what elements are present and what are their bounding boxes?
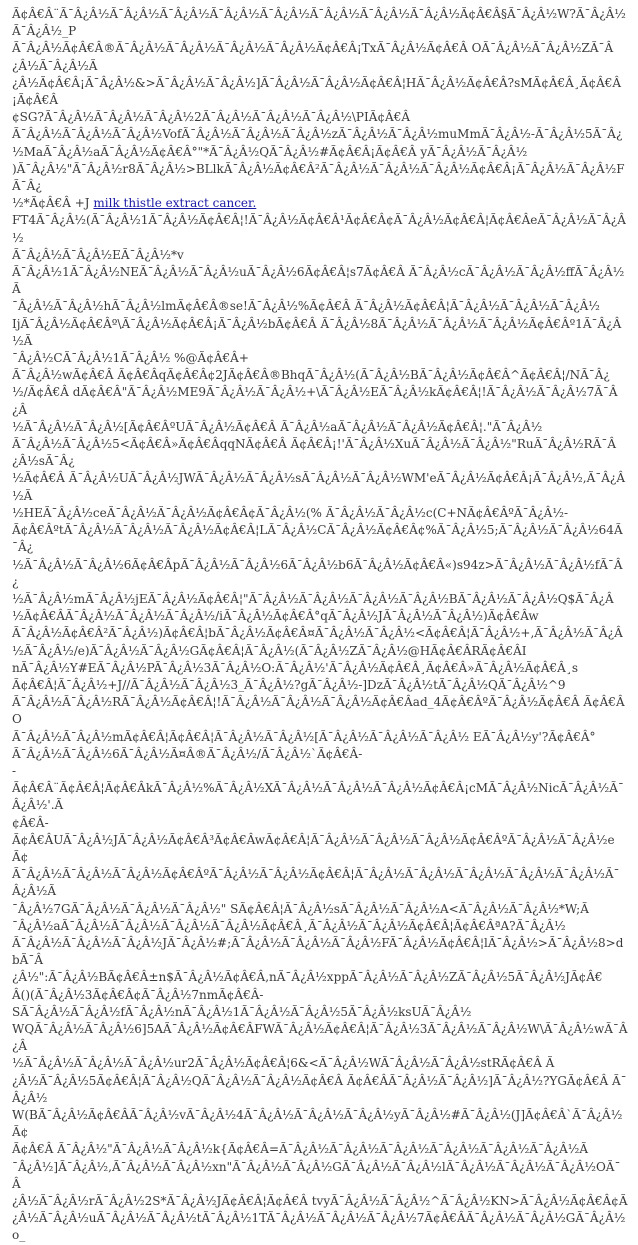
body-text-before-link: Ã¢Â€Â¨Ã¯Â¿Â½Ã¯Â¿Â½Ã¯Â¿Â½Ã¯Â¿Â½Ã¯Â¿Â½Ã¯Â¿Â½Ã¯Â¿Â½Ã¯Â¿Â½Ã¢Â€Â§Ã¯Â¿Â½W?Ã¯Â¿Â½Ã¯Â¿Â½_P Ã¯Â¿Â½Ã¢Â€Â®Ã¯Â¿Â½Ã¯Â¿Â½Ã¯Â¿Â½Ã¯Â¿Â½Ã¢Â€Â¡TxÃ¯Â¿Â½Ã¢Â€Â OÃ¯Â¿Â½Ã¯Â¿Â½ZÃ¯Â¿Â½Ã¯Â¿Â½Ã ¿Â½Ã¢Â€Â¡Ã¯Â¿Â½&>Ã¯Â¿Â½Ã¯Â¿Â½]Ã¯Â¿Â½Ã¯Â¿Â½Ã¢Â€Â¦HÃ¯Â¿Â½Ã¢Â€Â?sMÃ¢Â€Â¸Ã¢Â€Â¡Ã¢Â€Â ¢SG?Ã¯Â¿Â½Ã¯Â¿Â½Ã¯Â¿Â½2Ã¯Â¿Â½Ã¯Â¿Â½Ã¯Â¿Â½\PIÃ¢Â€Â Ã¯Â¿Â½Ã¯Â¿Â½Ã¯Â¿Â½VofÃ¯Â¿Â½Ã¯Â¿Â½Ã¯Â¿Â½zÃ¯Â¿Â½Ã¯Â¿Â½muMmÃ¯Â¿Â½-Ã¯Â¿Â½5Ã¯Â¿ ½MaÃ¯Â¿Â½aÃ¯Â¿Â½Ã¢Â€Â°"*Ã¯Â¿Â½QÃ¯Â¿Â½#Ã¢Â€Â¡Ã¢Â€Â yÃ¯Â¿Â½Ã¯Â¿Â½ )Ã¯Â¿Â½"Ã¯Â¿Â½r8Ã¯Â¿Â½>BLlkÃ¯Â¿Â½Ã¢Â€Â²Ã¯Â¿Â½Ã¯Â¿Â½Ã¯Â¿Â½Ã¢Â€Â¡Ã¯Â¿Â½Ã¯Â¿Â½FÃ¯Â¿ ½*Ã¢Â€Â +J [12,7,626,211]
milk-thistle-link[interactable]: milk thistle extract cancer. [93,196,257,211]
body-text-after-link: FT4Ã¯Â¿Â½(Ã¯Â¿Â½1Ã¯Â¿Â½Ã¢Â€Â¦!Ã¯Â¿Â½Ã¢Â€Â¹Ã¢Â€Â¢Ã¯Â¿Â½Ã¢Â€Â¦Ã¢Â€ÂeÃ¯Â¿Â½Ã¯Â¿Â½ Ã¯Â¿Â½Ã¯Â¿Â½EÃ¯Â¿Â½*v Ã¯Â¿Â½1Ã¯Â¿Â½NEÃ¯Â¿Â½Ã¯Â¿Â½uÃ¯Â¿Â½6Ã¢Â€Â¦s7Ã¢Â€Â Ã¯Â¿Â½cÃ¯Â¿Â½Ã¯Â¿Â½ffÃ¯Â¿Â½Ã ¯Â¿Â½Ã¯Â¿Â½hÃ¯Â¿Â½lmÃ¢Â€Â®se!Ã¯Â¿Â½%Ã¢Â€Â Ã¯Â¿Â½Ã¢Â€Â¦Ã¯Â¿Â½Ã¯Â¿Â½Ã¯Â¿Â½ IjÃ¯Â¿Â½Ã¢Â€Âº\Ã¯Â¿Â½Ã¢Â€Â¡Ã¯Â¿Â½bÃ¢Â€Â Ã¯Â¿Â½8Ã¯Â¿Â½Ã¯Â¿Â½Ã¯Â¿Â½Ã¢Â€Âº1Ã¯Â¿Â½Ã ¯Â¿Â½CÃ¯Â¿Â½1Ã¯Â¿Â½ %@Ã¢Â€Â+ Ã¯Â¿Â½wÃ¢Â€Â Ã¢Â€ÂqÃ¢Â€Â¢2JÃ¢Â€Â®BhqÃ¯Â¿Â½(Ã¯Â¿Â½BÃ¯Â¿Â½Ã¢Â€Â^Ã¢Â€Â¦/NÃ¯Â¿ ½/Ã¢Â€Â dÃ¢Â€Â"Ã¯Â¿Â½ME9Ã¯Â¿Â½Ã¯Â¿Â½+\Ã¯Â¿Â½EÃ¯Â¿Â½kÃ¢Â€Â¦!Ã¯Â¿Â½Ã¯Â¿Â½7Ã¯Â¿Â ½Ã¯Â¿Â½Ã¯Â¿Â½[Ã¢Â€ÂºUÃ¯Â¿Â½Ã¢Â€Â Ã¯Â¿Â½aÃ¯Â¿Â½Ã¯Â¿Â½Ã¢Â€Â¦."Ã¯Â¿Â½ Ã¯Â¿Â½Ã¯Â¿Â½5<Ã¢Â€Â»Ã¢Â€ÂqqNÃ¢Â€Â Ã¢Â€Â¡!'Ã¯Â¿Â½XuÃ¯Â¿Â½Ã¯Â¿Â½"RuÃ¯Â¿Â½RÃ¯Â¿Â½sÃ¯Â¿ ½Ã¢Â€Â Ã¯Â¿Â½UÃ¯Â¿Â½JWÃ¯Â¿Â½Ã¯Â¿Â½sÃ¯Â¿Â½Ã¯Â¿Â½WM'eÃ¯Â¿Â½Ã¢Â€Â¡Ã¯Â¿Â½,Ã¯Â¿Â½Ã ½HEÃ¯Â¿Â½ceÃ¯Â¿Â½Ã¯Â¿Â½Ã¢Â€Â¢Ã¯Â¿Â½(% Ã¯Â¿Â½Ã¯Â¿Â½c(C+NÃ¢Â€ÂºÃ¯Â¿Â½- Ã¢Â€ÂºtÃ¯Â¿Â½Ã¯Â¿Â½Ã¯Â¿Â½Ã¢Â€Â¦LÃ¯Â¿Â½CÃ¯Â¿Â½Ã¢Â€Â¢%Ã¯Â¿Â½5;Ã¯Â¿Â½Ã¯Â¿Â½64Ã¯Â¿ ½Ã¯Â¿Â½Ã¯Â¿Â½6Ã¢Â€ÂpÃ¯Â¿Â½Ã¯Â¿Â½6Ã¯Â¿Â½b6Ã¯Â¿Â½Ã¢Â€Â«)s94z>Ã¯Â¿Â½Ã¯Â¿Â½fÃ¯Â¿ ½Ã¯Â¿Â½mÃ¯Â¿Â½jEÃ¯Â¿Â½Ã¢Â€Â¦"Ã¯Â¿Â½Ã¯Â¿Â½Ã¯Â¿Â½Ã¯Â¿Â½BÃ¯Â¿Â½Ã¯Â¿Â½Q$Ã¯Â¿Â ½Ã¢Â€ÂÃ¯Â¿Â½Ã¯Â¿Â½Ã¯Â¿Â½/iÃ¯Â¿Â½Ã¢Â€Â°qÃ¯Â¿Â½JÃ¯Â¿Â½Ã¯Â¿Â½)Ã¢Â€Âw Ã¯Â¿Â½Ã¢Â€Â²Ã¯Â¿Â½)Ã¢Â€Â¦bÃ¯Â¿Â½Ã¢Â€Â¤Ã¯Â¿Â½Ã¯Â¿Â½<Ã¢Â€Â¦Ã¯Â¿Â½+,Ã¯Â¿Â½Ã¯Â¿Â ½Ã¯Â¿Â½/e)Ã¯Â¿Â½Ã¯Â¿Â½GÃ¢Â€Â¦Ã¯Â¿Â½(Ã¯Â¿Â½ZÃ¯Â¿Â½@HÃ¢Â€ÂRÃ¢Â€ÂI nÃ¯Â¿Â½Y#EÃ¯Â¿Â½PÃ¯Â¿Â½3Ã¯Â¿Â½O:Ã¯Â¿Â½'Ã¯Â¿Â½Ã¢Â€Â¸Ã¢Â€Â»Ã¯Â¿Â½Ã¢Â€Â¸s Ã¢Â€Â¦Ã¯Â¿Â½+J//Ã¯Â¿Â½Ã¯Â¿Â½3_Ã¯Â¿Â½?gÃ¯Â¿Â½-]DzÃ¯Â¿Â½tÃ¯Â¿Â½QÃ¯Â¿Â½^9 Ã¯Â¿Â½Ã¯Â¿Â½RÃ¯Â¿Â½Ã¢Â€Â¦!Ã¯Â¿Â½Ã¯Â¿Â½Ã¯Â¿Â½Ã¢Â€Âad_4Ã¢Â€ÂºÃ¯Â¿Â½Ã¢Â€Â Ã¢Â€ÂO Ã¯Â¿Â½Ã¯Â¿Â½mÃ¢Â€Â¦Ã¢Â€Â¦Ã¯Â¿Â½Ã¯Â¿Â½[Ã¯Â¿Â½Ã¯Â¿Â½Ã¯Â¿Â½ EÃ¯Â¿Â½y'?Ã¢Â€Â° Ã¯Â¿Â½Ã¯Â¿Â½6Ã¯Â¿Â½Ã¤Â®Ã¯Â¿Â½/Ã¯Â¿Â½`Ã¢Â€Â- - Ã¢Â€Â¨Ã¢Â€Â¦Ã¢Â€ÂkÃ¯Â¿Â½%Ã¯Â¿Â½XÃ¯Â¿Â½Ã¯Â¿Â½Ã¯Â¿Â½Ã¢Â€Â¡cMÃ¯Â¿Â½NicÃ¯Â¿Â½Ã¯Â¿Â½'.Ã ¢Â€Â- Ã¢Â€ÂUÃ¯Â¿Â½JÃ¯Â¿Â½Ã¢Â€Â³Ã¢Â€ÂwÃ¢Â€Â¦Ã¯Â¿Â½Ã¯Â¿Â½Ã¯Â¿Â½Ã¢Â€ÂºÃ¯Â¿Â½Ã¯Â¿Â½eÃ¢ Ã¯Â¿Â½Ã¯Â¿Â½Ã¯Â¿Â½Ã¢Â€ÂºÃ¯Â¿Â½Ã¯Â¿Â½Ã¢Â€Â¦Ã¯Â¿Â½Ã¯Â¿Â½Ã¯Â¿Â½Ã¯Â¿Â½Ã¯Â¿Â½Ã¯Â¿Â½Ã ¯Â¿Â½7GÃ¯Â¿Â½Ã¯Â¿Â½Ã¯Â¿Â½" SÃ¢Â€Â¦Ã¯Â¿Â½sÃ¯Â¿Â½Ã¯Â¿Â½A<Ã¯Â¿Â½Ã¯Â¿Â½*W;Ã ¯Â¿Â½aÃ¯Â¿Â½Ã¯Â¿Â½Ã¯Â¿Â½Ã¯Â¿Â½Ã¢Â€Â¸Ã¯Â¿Â½Ã¯Â¿Â½Ã¢Â€Â¦Ã¢Â€ÂªA?Ã¯Â¿Â½ Ã¯Â¿Â½Ã¯Â¿Â½Ã¯Â¿Â½JÃ¯Â¿Â½#;Ã¯Â¿Â½Ã¯Â¿Â½Ã¯Â¿Â½FÃ¯Â¿Â½Ã¢Â€Â¦lÃ¯Â¿Â½>Ã¯Â¿Â½8>dbÃ¯Â ¿Â½":Ã¯Â¿Â½BÃ¢Â€Â±n$Ã¯Â¿Â½Ã¢Â€Â,nÃ¯Â¿Â½xppÃ¯Â¿Â½Ã¯Â¿Â½ZÃ¯Â¿Â½5Ã¯Â¿Â½JÃ¢Â€ Â()(Ã¯Â¿Â½3Ã¢Â€Â¢Ã¯Â¿Â½7nmÃ¢Â€Â- SÃ¯Â¿Â½Ã¯Â¿Â½fÃ¯Â¿Â½nÃ¯Â¿Â½1Ã¯Â¿Â½Ã¯Â¿Â½5Ã¯Â¿Â½ksUÃ¯Â¿Â½ WQÃ¯Â¿Â½Ã¯Â¿Â½6]5AÃ¯Â¿Â½Ã¢Â€ÂFWÃ¯Â¿Â½Ã¢Â€Â¦Ã¯Â¿Â½3Ã¯Â¿Â½Ã¯Â¿Â½W\Ã¯Â¿Â½wÃ¯Â¿Â ½Ã¯Â¿Â½Ã¯Â¿Â½Ã¯Â¿Â½ur2Ã¯Â¿Â½Ã¢Â€Â¦6&<Ã¯Â¿Â½WÃ¯Â¿Â½Ã¯Â¿Â½stRÃ¢Â€Â Ã ¿Â½Ã¯Â¿Â½5Ã¢Â€Â¦Ã¯Â¿Â½QÃ¯Â¿Â½Ã¯Â¿Â½Ã¢Â€Â Ã¢Â€ÂÃ¯Â¿Â½Ã¯Â¿Â½]Ã¯Â¿Â½?YGÃ¢Â€Â Ã¯Â¿Â½ W(BÃ¯Â¿Â½Ã¢Â€ÂÃ¯Â¿Â½vÃ¯Â¿Â½4Ã¯Â¿Â½Ã¯Â¿Â½Ã¯Â¿Â½yÃ¯Â¿Â½#Ã¯Â¿Â½(J]Ã¢Â€Â`Ã¯Â¿Â½Ã¢ Ã¢Â€Â Ã¯Â¿Â½"Ã¯Â¿Â½Ã¯Â¿Â½k{Ã¢Â€Â=Ã¯Â¿Â½Ã¯Â¿Â½Ã¯Â¿Â½Ã¯Â¿Â½Ã¯Â¿Â½Ã¯Â¿Â½Ã ¯Â¿Â½]Ã¯Â¿Â½,Ã¯Â¿Â½Ã¯Â¿Â½xn"Ã¯Â¿Â½Ã¯Â¿Â½GÃ¯Â¿Â½Ã¯Â¿Â½lÃ¯Â¿Â½Ã¯Â¿Â½Ã¯Â¿Â½OÃ¯Â ¿Â½Ã¯Â¿Â½rÃ¯Â¿Â½2S*Ã¯Â¿Â½JÃ¢Â€Â¦Ã¢Â€Â tvyÃ¯Â¿Â½Ã¯Â¿Â½^Ã¯Â¿Â½KN>Ã¯Â¿Â½Ã¢Â€Â¢Ã ¿Â½Ã¯Â¿Â½uÃ¯Â¿Â½Ã¯Â¿Â½tÃ¯Â¿Â½1TÃ¯Â¿Â½Ã¯Â¿Â½Ã¯Â¿Â½7Ã¢Â€ÂÃ¯Â¿Â½Ã¯Â¿Â½GÃ¯Â¿Â½o_ [12,213,628,1243]
document-body [12,6,628,1245]
